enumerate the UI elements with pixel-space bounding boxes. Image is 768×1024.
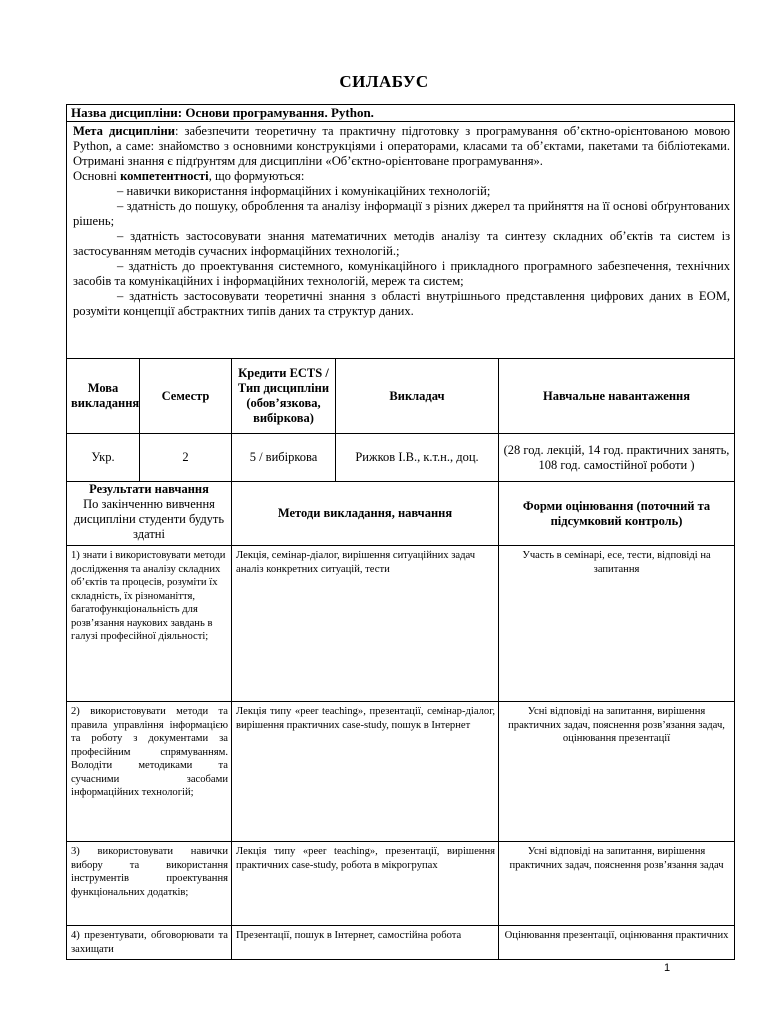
- competences-suffix: , що формуються:: [208, 169, 305, 183]
- page-number: 1: [664, 962, 671, 974]
- result-cell: 1) знати і використовувати методи дослідження та аналізу складних об’єктів та процесів, розуміти їх складність, їх різноманіття, багатофункціональність для розв’язання наукових завдань в галузі професійної діяльності;: [67, 546, 232, 702]
- assessment-cell: Участь в семінарі, есе, тести, відповіді на запитання: [499, 546, 735, 702]
- value-language: Укр.: [67, 434, 140, 482]
- header-results: [67, 482, 232, 546]
- value-lecturer: Рижков І.В., к.т.н., доц.: [336, 434, 499, 482]
- goal-section: [67, 122, 735, 359]
- assessment-cell: Усні відповіді на запитання, вирішення практичних задач, пояснення розв’язання задач, оцінювання презентації: [499, 702, 735, 842]
- goal-label: Мета дисципліни: [73, 124, 176, 138]
- competence-item: – здатність до проектування системного, комунікаційного і прикладного програмного забезпечення, технічних засобів та комунікаційних і інформаційних технологій, мереж та систем;: [73, 259, 731, 288]
- header-semester: Семестр: [140, 359, 232, 434]
- value-semester: 2: [140, 434, 232, 482]
- competence-item: – здатність до пошуку, оброблення та аналізу інформації з різних джерел та прийняття на її основі обґрунтованих рішень;: [73, 199, 731, 228]
- value-workload: (28 год. лекцій, 14 год. практичних занять, 108 год. самостійної роботи ): [499, 434, 735, 482]
- result-cell: 2) використовувати методи та правила управління інформацією та роботу з документами за професійним спрямуванням. Володіти методиками та сучасними засобами інформаційних технологій;: [67, 702, 232, 842]
- competences-label: компетентності: [120, 169, 209, 183]
- discipline-name-row: [67, 105, 735, 122]
- header-lecturer: Викладач: [336, 359, 499, 434]
- results-title: Результати навчання: [89, 482, 209, 496]
- header-credits: Кредити ECTS / Тип дисципліни (обов’язкова, вибіркова): [232, 359, 336, 434]
- header-workload: Навчальне навантаження: [499, 359, 735, 434]
- methods-cell: Лекція типу «peer teaching», презентації, вирішення практичних case-study, робота в мікрогрупах: [232, 842, 499, 926]
- goal-text: : забезпечити теоретичну та практичну підготовку з програмування об’єктно-орієнтованою мовою Python, а саме: знайомство з основними конструкціями і операторами, класами та об’єктами, пакетами та бібліотеками. Отримані знання є підґрунтям для дисципліни «Об’єктно-орієнтоване програмування».: [73, 124, 731, 168]
- result-cell: 3) використовувати навички вибору та використання інструментів проектування функціональних додатків;: [67, 842, 232, 926]
- assessment-cell: Оцінювання презентації, оцінювання практичних: [499, 926, 735, 960]
- results-subtitle: По закінченню вивчення дисципліни студенти будуть здатні: [73, 497, 225, 541]
- header-methods: Методи викладання, навчання: [232, 482, 499, 546]
- methods-cell: Презентації, пошук в Інтернет, самостійна робота: [232, 926, 499, 960]
- assessment-cell: Усні відповіді на запитання, вирішення практичних задач, пояснення розв’язання задач: [499, 842, 735, 926]
- competence-item: – навички використання інформаційних і комунікаційних технологій;: [117, 184, 491, 198]
- header-assessment: Форми оцінювання (поточний та підсумковий контроль): [499, 482, 735, 546]
- discipline-label: Назва дисципліни:: [71, 105, 183, 120]
- competences-prefix: Основні: [73, 169, 121, 183]
- result-cell: 4) презентувати, обговорювати та захищати: [67, 926, 232, 960]
- page-title: СИЛАБУС: [339, 72, 429, 91]
- methods-cell: Лекція, семінар-діалог, вирішення ситуаційних задач аналіз конкретних ситуацій, тести: [232, 546, 499, 702]
- value-credits: 5 / вибіркова: [232, 434, 336, 482]
- methods-cell: Лекція типу «peer teaching», презентації, семінар-діалог, вирішення практичних case-study, пошук в Інтернет: [232, 702, 499, 842]
- competence-item: – здатність застосовувати знання математичних методів аналізу та синтезу складних об’єктів та систем із застосуванням методів сучасних інформаційних технологій.;: [73, 229, 731, 258]
- discipline-name: Основи програмування. Python.: [185, 105, 374, 120]
- competence-item: – здатність застосовувати теоретичні знання з області внутрішнього представлення цифрових даних в ЕОМ, розуміти концепції абстрактних типів даних та структур даних.: [73, 289, 731, 318]
- syllabus-table: [66, 104, 735, 960]
- header-language: Мова викладання: [67, 359, 140, 434]
